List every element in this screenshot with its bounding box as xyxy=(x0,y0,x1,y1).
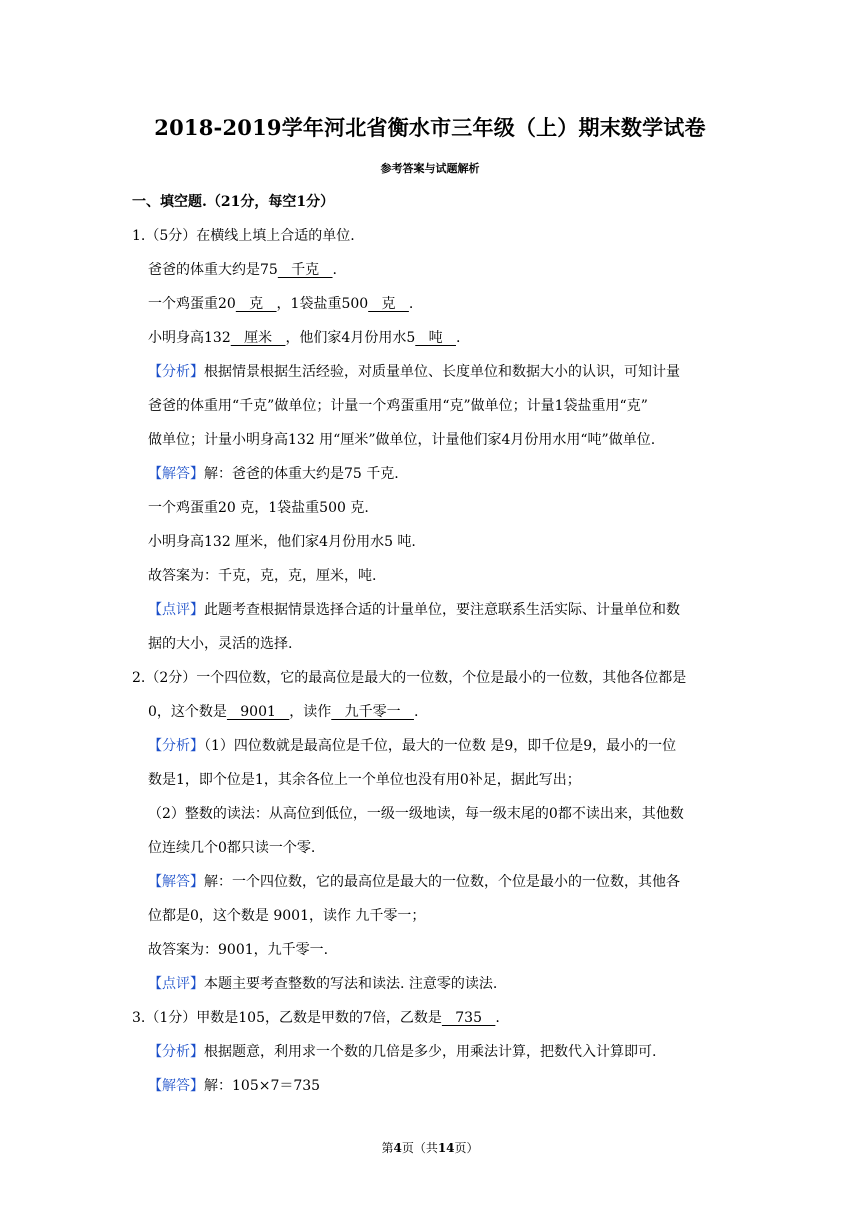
answer-blank: 千克 xyxy=(277,262,333,278)
analysis-tag: 【分析】 xyxy=(148,364,204,380)
answer-blank: 厘米 xyxy=(230,330,286,346)
q1-solution-cont: 小明身高132 厘米，他们家4月份用水5 吨. xyxy=(148,534,416,550)
solution-tag: 【解答】 xyxy=(148,466,204,482)
q2-analysis-cont: （2）整数的读法：从高位到低位，一级一级地读，每一级末尾的0都不读出来，其他数 xyxy=(148,806,684,822)
answer-blank: 吨 xyxy=(415,330,456,346)
q1-analysis-cont: 做单位；计量小明身高132 用“厘米”做单位，计量他们家4月份用水用“吨”做单位. xyxy=(148,432,656,448)
solution-tag: 【解答】 xyxy=(148,1078,204,1094)
q1-analysis-cont: 爸爸的体重用“千克”做单位；计量一个鸡蛋重用“克”做单位；计量1袋盐重用“克” xyxy=(148,398,648,414)
q2-line2: 0，这个数是 9001 ，读作 九千零一 . xyxy=(148,704,419,720)
q2-analysis-cont: 位连续几个0都只读一个零. xyxy=(148,840,316,856)
q3-analysis: 【分析】根据题意，利用求一个数的几倍是多少，用乘法计算，把数代入计算即可. xyxy=(148,1044,657,1060)
q1-comment-cont: 据的大小，灵活的选择. xyxy=(148,636,293,652)
q1-solution: 【解答】解：爸爸的体重大约是75 千克. xyxy=(148,466,399,482)
q2-analysis: 【分析】（1）四位数就是最高位是千位，最大的一位数 是9，即千位是9，最小的一位 xyxy=(148,738,677,754)
section-heading: 一、填空题.（21分，每空1分） xyxy=(132,194,335,210)
q1-comment: 【点评】此题考查根据情景选择合适的计量单位，要注意联系生活实际、计量单位和数 xyxy=(148,602,680,618)
q1-line2: 一个鸡蛋重20 克 ，1袋盐重500 克 . xyxy=(148,296,414,312)
q1-line1: 爸爸的体重大约是75 千克 . xyxy=(148,262,337,278)
q2-solution-cont: 位都是0，这个数是 9001，读作 九千零一； xyxy=(148,908,426,924)
q1-answer: 故答案为：千克，克，克，厘米，吨. xyxy=(148,568,377,584)
q2-analysis-cont: 数是1，即个位是1，其余各位上一个单位也没有用0补足，据此写出； xyxy=(148,772,581,788)
q2-stem: 2.（2分）一个四位数，它的最高位是最大的一位数，个位是最小的一位数，其他各位都是 xyxy=(132,670,687,686)
answer-blank: 克 xyxy=(368,296,409,312)
q3-stem: 3.（1分）甲数是105，乙数是甲数的7倍，乙数是 735 . xyxy=(132,1010,500,1026)
q1-solution-cont: 一个鸡蛋重20 克，1袋盐重500 克. xyxy=(148,500,369,516)
page-footer: 第4页（共14页） xyxy=(381,1141,479,1155)
comment-tag: 【点评】 xyxy=(148,602,204,618)
q2-comment: 【点评】本题主要考查整数的写法和读法. 注意零的读法. xyxy=(148,976,498,992)
q1-line3: 小明身高132 厘米 ，他们家4月份用水5 吨 . xyxy=(148,330,461,346)
answer-blank: 735 xyxy=(441,1010,496,1026)
q3-solution: 【解答】解：105×7＝735 xyxy=(148,1078,321,1094)
page-total: 14 xyxy=(437,1141,455,1155)
answer-blank: 九千零一 xyxy=(331,704,414,720)
q2-answer: 故答案为：9001，九千零一. xyxy=(148,942,329,958)
page-title: 2018-2019学年河北省衡水市三年级（上）期末数学试卷 xyxy=(154,115,706,140)
analysis-tag: 【分析】 xyxy=(148,738,204,754)
page-number: 4 xyxy=(393,1141,402,1155)
q1-stem: 1.（5分）在横线上填上合适的单位. xyxy=(132,228,355,244)
q2-solution: 【解答】解：一个四位数，它的最高位是最大的一位数，个位是最小的一位数，其他各 xyxy=(148,874,680,890)
answer-blank: 9001 xyxy=(226,704,290,720)
analysis-tag: 【分析】 xyxy=(148,1044,204,1060)
q1-analysis: 【分析】根据情景根据生活经验，对质量单位、长度单位和数据大小的认识，可知计量 xyxy=(148,364,680,380)
solution-tag: 【解答】 xyxy=(148,874,204,890)
comment-tag: 【点评】 xyxy=(148,976,204,992)
page-subtitle: 参考答案与试题解析 xyxy=(380,162,480,175)
answer-blank: 克 xyxy=(235,296,277,312)
